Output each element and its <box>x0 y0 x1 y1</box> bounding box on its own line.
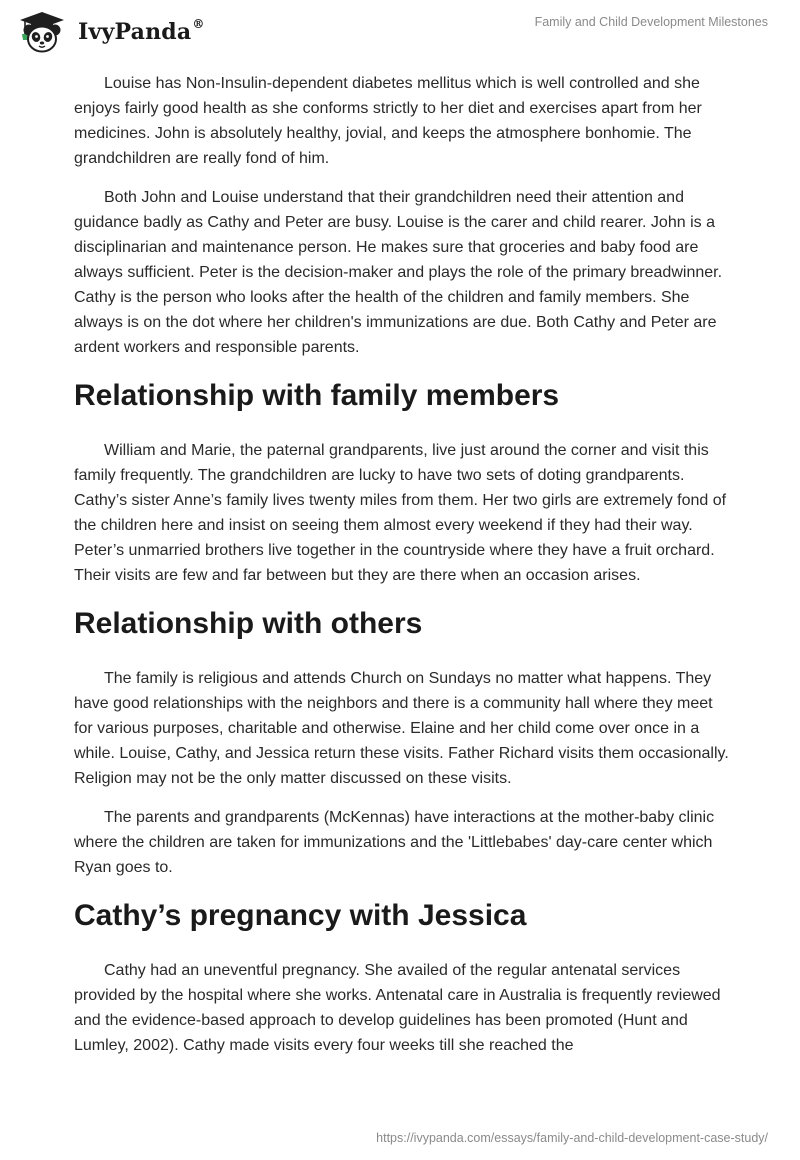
brand-text: IvyPanda <box>78 19 192 45</box>
paragraph-others-2: The parents and grandparents (McKennas) have interactions at the mother-baby clinic where the children are taken for immunizations and the 'Littlebabes' day-care center which Ryan goes to. <box>74 809 715 876</box>
heading-family-members: Relationship with family members <box>74 379 560 412</box>
document-title: Family and Child Development Milestones <box>534 15 768 29</box>
registered-mark: ® <box>192 17 205 31</box>
paragraph-others-1: The family is religious and attends Church on Sundays no matter what happens. They have good relationships with the neighbors and there is a community hall where they meet for various purposes, charitable and otherwise. Elaine and her child come over once in a while. Louise, Cathy, and Jessica return these visits. Father Richard visits them occasionally. Religion may not be the only matter discussed on these visits. <box>74 670 729 787</box>
heading-others: Relationship with others <box>74 607 423 640</box>
paragraph-family-members: William and Marie, the paternal grandparents, live just around the corner and visit this family frequently. The grandchildren are lucky to have two sets of doting grandparents. Cathy’s sister Anne’s family lives twenty miles from them. Her two girls are extremely fond of the children here and insist on seeing them almost every weekend if they had their way. Peter’s unmarried brothers live together in the countryside where they have a fruit orchard. Their visits are few and far between but they are there when an occasion arises. <box>74 442 727 584</box>
paragraph-roles: Both John and Louise understand that their grandchildren need their attention and guidance badly as Cathy and Peter are busy. Louise is the carer and child rearer. John is a disciplinarian and maintenance person. He makes sure that groceries and baby food are always sufficient. Peter is the decision-maker and plays the role of the primary breadwinner. Cathy is the person who looks after the health of the children and family members. She always is on the dot where her children's immunizations are due. Both Cathy and Peter are ardent workers and responsible parents. <box>74 189 723 356</box>
page-header <box>0 0 800 70</box>
paragraph-health: Louise has Non-Insulin-dependent diabetes mellitus which is well controlled and she enjoys fairly good health as she conforms strictly to her diet and exercises apart from her medicines. John is absolutely healthy, jovial, and keeps the atmosphere bonhomie. The grandchildren are really fond of him. <box>74 75 702 167</box>
source-url[interactable]: https://ivypanda.com/essays/family-and-child-development-case-study/ <box>376 1131 768 1145</box>
paragraph-pregnancy: Cathy had an uneventful pregnancy. She availed of the regular antenatal services provided by the hospital where she works. Antenatal care in Australia is frequently reviewed and the evidence-based approach to develop guidelines has been promoted (Hunt and Lumley, 2002). Cathy made visits every four weeks till she reached the <box>74 962 721 1054</box>
heading-pregnancy: Cathy’s pregnancy with Jessica <box>74 899 527 932</box>
ivypanda-logo[interactable] <box>16 10 205 54</box>
panda-graduate-icon <box>16 10 68 54</box>
brand-name <box>78 19 205 45</box>
essay-content <box>74 71 734 1072</box>
